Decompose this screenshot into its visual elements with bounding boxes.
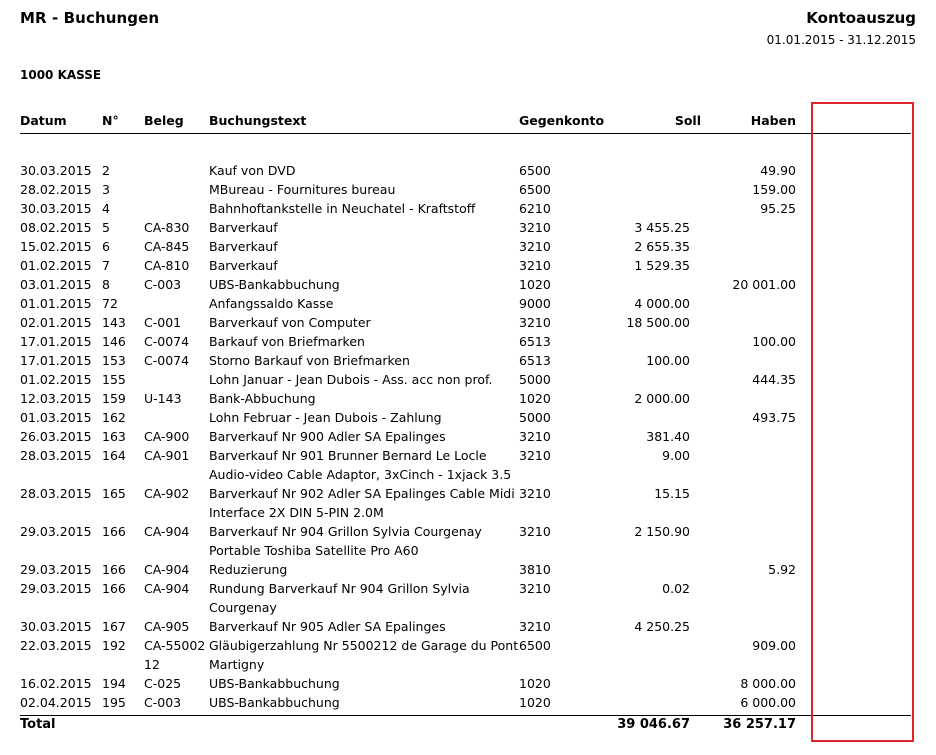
row-number: 165	[102, 486, 126, 501]
row-gegenkonto: 3210	[519, 619, 551, 634]
row-haben: 20 001.00	[732, 277, 796, 292]
row-gegenkonto: 1020	[519, 391, 551, 406]
report-period: 01.01.2015 - 31.12.2015	[766, 33, 916, 47]
row-number: 146	[102, 334, 126, 349]
row-number: 3	[102, 182, 110, 197]
row-haben: 8 000.00	[740, 676, 796, 691]
row-date: 16.02.2015	[20, 676, 92, 691]
row-soll: 1 529.35	[634, 258, 690, 273]
row-text-continued: Audio-video Cable Adaptor, 3xCinch - 1xjack 3.5	[209, 467, 512, 482]
row-text: MBureau - Fournitures bureau	[209, 182, 396, 197]
row-text: Storno Barkauf von Briefmarken	[209, 353, 410, 368]
row-text: Rundung Barverkauf Nr 904 Grillon Sylvia	[209, 581, 470, 596]
row-number: 2	[102, 163, 110, 178]
row-text: Lohn Januar - Jean Dubois - Ass. acc non prof.	[209, 372, 493, 387]
row-text: Barverkauf Nr 902 Adler SA Epalinges Cable Midi	[209, 486, 515, 501]
column-header-beleg: Beleg	[144, 113, 184, 128]
row-date: 02.01.2015	[20, 315, 92, 330]
row-text: Bahnhoftankstelle in Neuchatel - Kraftstoff	[209, 201, 476, 216]
row-number: 162	[102, 410, 126, 425]
row-number: 6	[102, 239, 110, 254]
row-date: 30.03.2015	[20, 163, 92, 178]
row-number: 166	[102, 581, 126, 596]
row-beleg: CA-901	[144, 448, 190, 463]
row-text: Barverkauf	[209, 258, 278, 273]
row-beleg: CA-830	[144, 220, 190, 235]
row-date: 03.01.2015	[20, 277, 92, 292]
row-beleg: C-025	[144, 676, 182, 691]
row-date: 26.03.2015	[20, 429, 92, 444]
row-gegenkonto: 5000	[519, 372, 551, 387]
row-haben: 493.75	[752, 410, 796, 425]
column-header-text: Buchungstext	[209, 113, 307, 128]
row-text-continued: Courgenay	[209, 600, 277, 615]
row-date: 17.01.2015	[20, 353, 92, 368]
row-number: 163	[102, 429, 126, 444]
row-gegenkonto: 3210	[519, 448, 551, 463]
row-beleg: C-003	[144, 277, 182, 292]
row-text: Barkauf von Briefmarken	[209, 334, 365, 349]
row-gegenkonto: 6500	[519, 182, 551, 197]
total-haben: 36 257.17	[723, 717, 796, 732]
row-number: 194	[102, 676, 126, 691]
column-header-date: Datum	[20, 113, 67, 128]
row-date: 12.03.2015	[20, 391, 92, 406]
total-label: Total	[20, 717, 56, 732]
row-soll: 381.40	[646, 429, 690, 444]
row-beleg: CA-905	[144, 619, 190, 634]
account-name: 1000 KASSE	[20, 68, 102, 82]
row-date: 29.03.2015	[20, 581, 92, 596]
row-soll: 18 500.00	[626, 315, 690, 330]
row-gegenkonto: 1020	[519, 277, 551, 292]
row-soll: 0.02	[662, 581, 690, 596]
row-beleg: CA-902	[144, 486, 190, 501]
row-beleg-continued: 12	[144, 657, 160, 672]
row-date: 29.03.2015	[20, 524, 92, 539]
row-gegenkonto: 3210	[519, 581, 551, 596]
row-text: Barverkauf von Computer	[209, 315, 371, 330]
row-soll: 2 655.35	[634, 239, 690, 254]
row-number: 8	[102, 277, 110, 292]
row-beleg: CA-810	[144, 258, 190, 273]
row-text: Reduzierung	[209, 562, 288, 577]
row-text-continued: Interface 2X DIN 5-PIN 2.0M	[209, 505, 384, 520]
row-gegenkonto: 3210	[519, 486, 551, 501]
row-number: 192	[102, 638, 126, 653]
row-gegenkonto: 6513	[519, 334, 551, 349]
report-type: Kontoauszug	[806, 9, 916, 27]
row-number: 159	[102, 391, 126, 406]
row-date: 02.04.2015	[20, 695, 92, 710]
row-number: 72	[102, 296, 118, 311]
row-beleg: CA-900	[144, 429, 190, 444]
row-text: Gläubigerzahlung Nr 5500212 de Garage du Pont	[209, 638, 519, 653]
row-number: 7	[102, 258, 110, 273]
row-beleg: CA-904	[144, 524, 190, 539]
row-soll: 9.00	[662, 448, 690, 463]
row-soll: 4 000.00	[634, 296, 690, 311]
row-text: Barverkauf Nr 905 Adler SA Epalinges	[209, 619, 446, 634]
row-date: 01.02.2015	[20, 372, 92, 387]
row-haben: 6 000.00	[740, 695, 796, 710]
row-gegenkonto: 9000	[519, 296, 551, 311]
row-number: 166	[102, 562, 126, 577]
row-date: 29.03.2015	[20, 562, 92, 577]
row-date: 22.03.2015	[20, 638, 92, 653]
row-text-continued: Portable Toshiba Satellite Pro A60	[209, 543, 419, 558]
column-header-gegenkonto: Gegenkonto	[519, 113, 605, 128]
row-beleg: C-0074	[144, 353, 190, 368]
row-soll: 3 455.25	[634, 220, 690, 235]
row-date: 28.03.2015	[20, 486, 92, 501]
row-date: 15.02.2015	[20, 239, 92, 254]
row-text: Barverkauf Nr 900 Adler SA Epalinges	[209, 429, 446, 444]
row-gegenkonto: 3810	[519, 562, 551, 577]
row-soll: 4 250.25	[634, 619, 690, 634]
row-gegenkonto: 3210	[519, 315, 551, 330]
row-date: 17.01.2015	[20, 334, 92, 349]
column-header-soll: Soll	[674, 113, 701, 128]
row-beleg: U-143	[144, 391, 182, 406]
row-haben: 95.25	[760, 201, 796, 216]
row-soll: 15.15	[654, 486, 690, 501]
total-soll: 39 046.67	[617, 717, 690, 732]
row-text: Barverkauf Nr 901 Brunner Bernard Le Locle	[209, 448, 487, 463]
row-gegenkonto: 3210	[519, 239, 551, 254]
row-number: 5	[102, 220, 110, 235]
row-text: Barverkauf	[209, 220, 278, 235]
row-text: Bank-Abbuchung	[209, 391, 316, 406]
row-text: Barverkauf	[209, 239, 278, 254]
row-date: 01.01.2015	[20, 296, 92, 311]
column-header-nr: N°	[102, 113, 119, 128]
row-gegenkonto: 1020	[519, 676, 551, 691]
row-text-continued: Martigny	[209, 657, 265, 672]
row-number: 167	[102, 619, 126, 634]
report-title: MR - Buchungen	[20, 9, 160, 27]
row-gegenkonto: 3210	[519, 429, 551, 444]
row-beleg: C-003	[144, 695, 182, 710]
row-haben: 100.00	[752, 334, 796, 349]
row-haben: 444.35	[752, 372, 796, 387]
row-gegenkonto: 3210	[519, 220, 551, 235]
row-gegenkonto: 6513	[519, 353, 551, 368]
footer-rule	[20, 715, 911, 716]
row-date: 01.02.2015	[20, 258, 92, 273]
row-number: 153	[102, 353, 126, 368]
row-soll: 100.00	[646, 353, 690, 368]
row-gegenkonto: 5000	[519, 410, 551, 425]
row-beleg: C-001	[144, 315, 182, 330]
row-gegenkonto: 6500	[519, 163, 551, 178]
row-beleg: CA-55002	[144, 638, 206, 653]
row-text: UBS-Bankabbuchung	[209, 695, 340, 710]
row-number: 164	[102, 448, 126, 463]
row-beleg: CA-904	[144, 562, 190, 577]
row-text: UBS-Bankabbuchung	[209, 676, 340, 691]
row-date: 01.03.2015	[20, 410, 92, 425]
row-soll: 2 000.00	[634, 391, 690, 406]
row-number: 4	[102, 201, 110, 216]
row-number: 155	[102, 372, 126, 387]
row-haben: 909.00	[752, 638, 796, 653]
row-beleg: CA-904	[144, 581, 190, 596]
row-haben: 159.00	[752, 182, 796, 197]
highlight-box	[811, 102, 914, 742]
row-beleg: C-0074	[144, 334, 190, 349]
row-gegenkonto: 3210	[519, 258, 551, 273]
row-soll: 2 150.90	[634, 524, 690, 539]
row-number: 143	[102, 315, 126, 330]
header-rule	[20, 133, 911, 134]
row-gegenkonto: 6500	[519, 638, 551, 653]
row-date: 28.02.2015	[20, 182, 92, 197]
row-text: Lohn Februar - Jean Dubois - Zahlung	[209, 410, 442, 425]
row-beleg: CA-845	[144, 239, 190, 254]
column-header-haben: Haben	[750, 113, 796, 128]
row-date: 30.03.2015	[20, 619, 92, 634]
row-number: 166	[102, 524, 126, 539]
row-date: 30.03.2015	[20, 201, 92, 216]
row-text: Barverkauf Nr 904 Grillon Sylvia Courgenay	[209, 524, 482, 539]
row-gegenkonto: 1020	[519, 695, 551, 710]
row-haben: 5.92	[768, 562, 796, 577]
row-date: 28.03.2015	[20, 448, 92, 463]
row-haben: 49.90	[760, 163, 796, 178]
row-text: UBS-Bankabbuchung	[209, 277, 340, 292]
row-gegenkonto: 6210	[519, 201, 551, 216]
row-text: Anfangssaldo Kasse	[209, 296, 334, 311]
row-number: 195	[102, 695, 126, 710]
row-date: 08.02.2015	[20, 220, 92, 235]
row-text: Kauf von DVD	[209, 163, 296, 178]
row-gegenkonto: 3210	[519, 524, 551, 539]
